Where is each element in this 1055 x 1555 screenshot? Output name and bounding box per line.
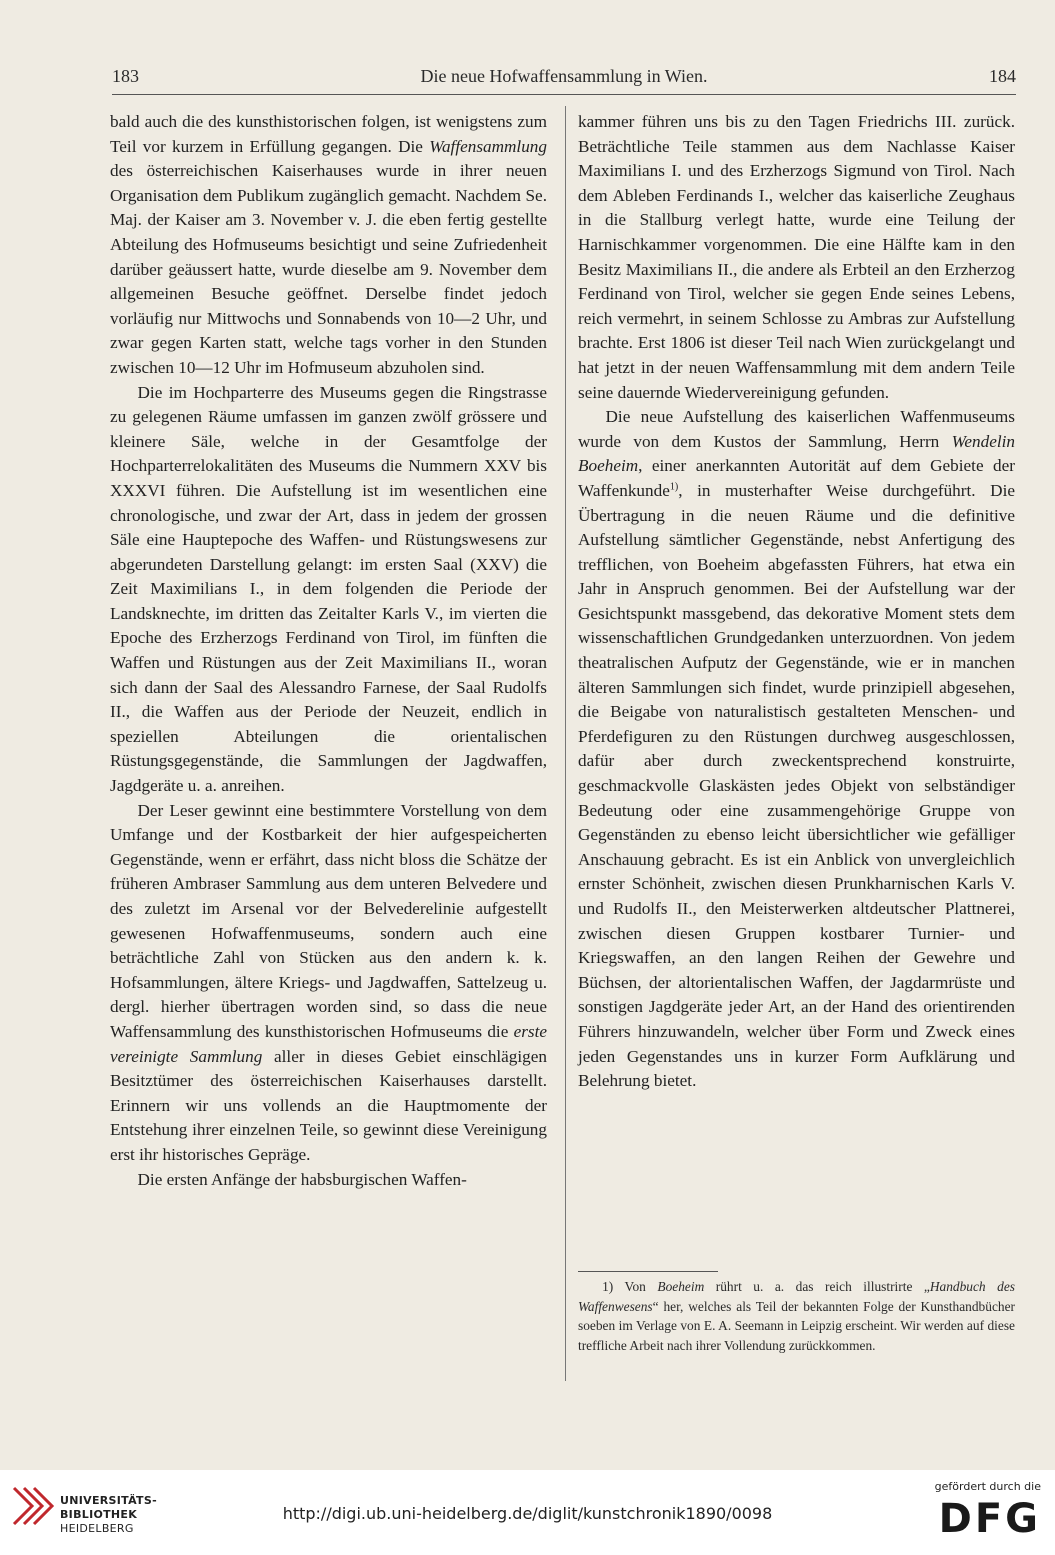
footnote-marker: 1)	[669, 481, 679, 493]
italic-text: erste vereinigte Sammlung	[110, 1021, 547, 1066]
italic-text: Handbuch des Waffenwesens	[578, 1279, 1015, 1314]
library-name-line2: BIBLIOTHEK	[60, 1508, 138, 1521]
text-run: kammer führen uns bis zu den Tagen Friedrichs III. zurück. Beträchtliche Teile stammen aus dem Nachlasse Kaiser Maximilians I. und des Erzherzogs Sigmund von Tirol. Nach dem Ableben Ferdinands I., welcher das kaiserliche Zeughaus in die Stallburg verlegt hatte, wurde eine Teilung der Harnischkammer vorgenommen. Die eine Hälfte kam in den Besitz Maximilians II., die andere als Erbteil an den Erzherzog Ferdinand von Tirol, welcher sie gegen Ende seines Lebens, reich vermehrt, in seinem Schlosse zu Ambras zur Aufstellung brachte. Erst 1806 ist dieser Teil nach Wien zurückgelangt und hat jetzt in der neuen Waffensammlung mit dem andern Teile seine dauernde Wiedervereinigung gefunden.	[578, 112, 1015, 402]
running-title: Die neue Hofwaffensammlung in Wien.	[420, 66, 708, 86]
text-run: aller in dieses Gebiet einschlägigen Besitztümer des österreichischen Kaiserhauses darstellt. Erinnern wir uns vollends an die Hauptmomente der Entstehung ihrer einzelnen Teile, so gewinnt diese Vereinigung erst ihr historisches Gepräge.	[110, 1046, 547, 1164]
paragraph	[110, 381, 547, 799]
header-rule	[112, 94, 1016, 95]
page-number-right: 184	[989, 66, 1016, 86]
italic-text: Wendelin Boeheim	[578, 431, 1015, 476]
page-number-left: 183	[112, 66, 139, 86]
sponsor-text: gefördert durch die	[934, 1480, 1041, 1493]
paragraph	[578, 110, 1015, 405]
text-run: Die im Hochparterre des Museums gegen die Ringstrasse zu gelegenen Räume umfassen im ganzen zwölf grössere und kleinere Säle, welche in der Gesamtfolge der Hochparterrelokalitäten des Museums die Nummern XXV bis XXXVI führen. Die Aufstellung ist im wesentlichen eine chronologische, und zwar der Art, dass in jedem der grossen Säle eine Hauptepoche des Waffen- und Rüstungswesens zur abgerundeten Darstellung gelangt: im ersten Saal (XXV) die Zeit Maximilians I., in dem folgenden die Periode der Landsknechte, im dritten das Zeitalter Karls V., im vierten die Epoche des Erzherzogs Ferdinand von Tirol, im fünften die Waffen und Rüstungen aus der Zeit Maximilians II., woran sich dann der Saal des Alessandro Farnese, der Saal Rudolfs II., die Waffen aus der Periode der Neuzeit, endlich in speziellen Abteilungen die orientalischen Rüstungsgegenstände, die Sammlungen der Jagdwaffen, Jagdgeräte u. a. anreihen.	[110, 382, 547, 796]
text-run: “ her, welches als Teil der bekannten Folge der Kunsthandbücher soeben im Verlage von E. A. Seemann in Leipzig erscheint. Wir werden auf diese treffliche Arbeit nach ihrer Vollendung zurückkommen.	[578, 1298, 1015, 1353]
text-run: Der Leser gewinnt eine bestimmtere Vorstellung von dem Umfange und der Kostbarkeit der hier aufgespeicherten Gegenstände, wenn er erfährt, dass nicht bloss die Schätze der früheren Ambraser Sammlung aus dem unteren Belvedere und des zuletzt im Arsenal vor der Belvederelinie aufgestellt gewesenen Hofwaffenmuseums, sondern auch eine beträchtliche Zahl von Stücken aus den andern k. k. Hofsammlungen, ältere Kriegs- und Jagdwaffen, Sattelzeug u. dergl. hierher übertragen worden sind, so dass die neue Waffensammlung des kunsthistorischen Hofmuseums die	[110, 800, 547, 1041]
dfg-logo-icon: DFG	[938, 1496, 1041, 1542]
text-run: , einer anerkannten Autorität auf dem Gebiete der Waffenkunde	[578, 456, 1015, 500]
text-run: des österreichischen Kaiserhauses wurde in ihrer neuen Organisation dem Publikum zugänglich gemacht. Nachdem Se. Maj. der Kaiser am 3. November v. J. die eben fertig gestellte Abteilung des Hofmuseums besichtigt und seine Zufriedenheit darüber geäussert hatte, wurde dieselbe am 9. November dem allgemeinen Besuche geöffnet. Derselbe findet jedoch vorläufig nur Mittwochs und Sonnabends von 10—2 Uhr, und zwar gegen Karten statt, welche tags vorher in den Stunden zwischen 10—12 Uhr im Hofmuseum abzuholen sind.	[110, 161, 547, 377]
paragraph	[578, 405, 1015, 1094]
text-run: bald auch die des kunsthistorischen folgen, ist wenigstens zum Teil vor kurzem in Erfüllung gegangen. Die	[110, 112, 547, 156]
paragraph	[110, 110, 547, 381]
footnote	[578, 1277, 1015, 1355]
permalink-url[interactable]: http://digi.ub.uni-heidelberg.de/diglit/kunstchronik1890/0098	[282, 1504, 773, 1523]
footnote-rule	[578, 1271, 718, 1272]
paragraph	[110, 1168, 547, 1193]
text-run: Die ersten Anfänge der habsburgischen Waffen-	[137, 1169, 467, 1189]
right-column	[578, 110, 1015, 1094]
column-separator	[565, 106, 566, 1381]
italic-text: Waffensammlung	[429, 136, 547, 156]
paragraph	[110, 799, 547, 1168]
viewer-footer	[0, 1470, 1055, 1555]
left-column	[110, 110, 547, 1192]
library-name-line3: HEIDELBERG	[60, 1522, 134, 1535]
italic-text: Boeheim	[657, 1279, 705, 1294]
text-run: 1) Von	[602, 1279, 658, 1294]
text-run: , in musterhafter Weise durchgeführt. Die Übertragung in die neuen Räume und die definitive Aufstellung sämtlicher Gegenstände, nebst Anfertigung des trefflichen, von Boeheim abgefassten Führers, hat etwa ein Jahr in Anspruch genommen. Bei der Aufstellung war der Gesichtspunkt massgebend, das dekorative Moment stets dem wissenschaftlichen Grundgedanken unterzuordnen. Von jedem theatralischen Aufputz der Gegenstände, wie er in manchen älteren Sammlungen sich findet, wurde prinzipiell abgesehen, die Beigabe von naturalistisch gestalteten Menschen- und Pferdefiguren zu den Rüstungen durchweg ausgeschlossen, dafür aber durch zweckentsprechend konstruirte, geschmackvolle Glaskästen jedes Objekt von selbständiger Bedeutung oder eine zusammengehörige Gruppe von Gegenständen zu ebenso leicht übersichtlicher wie gefälliger Anschauung gebracht. Es ist ein Anblick von unvergleichlich ernster Schönheit, zwischen diesen Prunkharnischen Karls V. und Rudolfs II., den Meisterwerken altdeutscher Plattnerei, zwischen diesen Gruppen kostbarer Turnier- und Kriegswaffen, an den langen Reihen der Gewehre und Büchsen, der altorientalischen Waffen, der Jagdarmrüste und sonstigen Jagdgeräte jeder Art, an der Hand des orientirenden Führers hinzuwandeln, welcher über Form und Zweck eines jeden Gegenstandes uns in kurzer Form Aufklärung und Belehrung bietet.	[578, 480, 1015, 1091]
text-run: Die neue Aufstellung des kaiserlichen Waffenmuseums wurde von dem Kustos der Sammlung, Herrn	[578, 407, 1015, 451]
running-header	[112, 64, 1016, 92]
text-run: rührt u. a. das reich illustrirte „	[704, 1279, 930, 1294]
library-name-line1: UNIVERSITÄTS-	[60, 1494, 157, 1507]
sponsor-logo[interactable]	[911, 1480, 1041, 1548]
